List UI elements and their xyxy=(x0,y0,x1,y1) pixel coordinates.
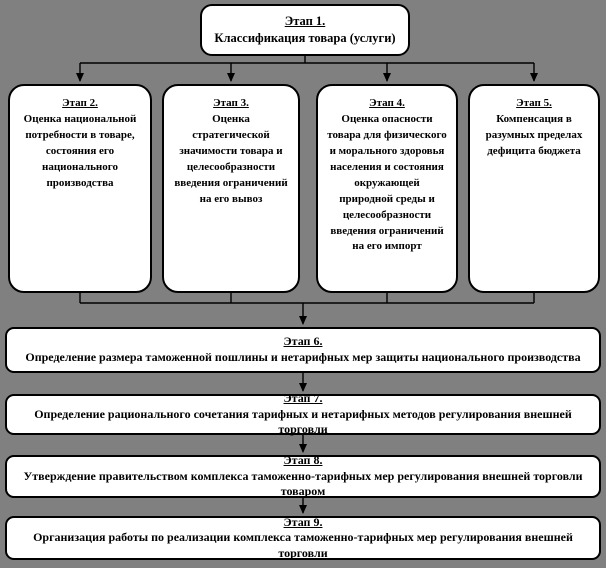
stage-7-box xyxy=(5,391,601,437)
stage-9-box xyxy=(5,516,601,560)
stage-4-box xyxy=(316,84,458,293)
stage-4-title: Этап 4. xyxy=(369,97,405,109)
stage-6-box xyxy=(5,327,601,373)
stage-5-box xyxy=(468,84,600,293)
stage-8-box xyxy=(5,455,601,498)
stage-6-text: Определение размера таможенной пошлины и нетарифных мер защиты национального производства xyxy=(25,350,581,364)
stage-1-box xyxy=(200,4,410,56)
stage-1-text: Классификация товара (услуги) xyxy=(214,31,396,45)
stage-5-title: Этап 5. xyxy=(516,97,552,109)
stage-1-title: Этап 1. xyxy=(284,14,326,29)
stage-4-text: Оценка опасности товара для физического и морального здоровья населения и состояния окружающей природной среды и целесообразности введения ограничений на его импорт xyxy=(327,112,447,253)
stage-8-title: Этап 8. xyxy=(283,453,323,468)
stage-7-title: Этап 7. xyxy=(283,391,323,406)
stage-2-text: Оценка национальной потребности в товаре, состояния его национального производства xyxy=(23,112,137,189)
stage-2-title: Этап 2. xyxy=(62,97,98,109)
stage-8-text: Утверждение правительством комплекса таможенно-тарифных мер регулирования внешней торговли товаром xyxy=(23,468,583,499)
stage-3-box xyxy=(162,84,300,293)
stage-2-box xyxy=(8,84,152,293)
stage-5-text: Компенсация в разумных пределах дефицита бюджета xyxy=(485,112,583,157)
stage-7-text: Определение рационального сочетания тарифных и нетарифных методов регулирования внешней торговли xyxy=(34,406,572,437)
stage-3-text: Оценка стратегической значимости товара и целесообразности введения ограничений на его вывоз xyxy=(174,112,288,205)
stage-6-title: Этап 6. xyxy=(283,334,323,349)
stage-9-title: Этап 9. xyxy=(283,514,323,529)
stage-3-title: Этап 3. xyxy=(213,97,249,109)
stage-9-text: Организация работы по реализации комплекса таможенно-тарифных мер регулирования внешней торговли xyxy=(33,530,573,560)
